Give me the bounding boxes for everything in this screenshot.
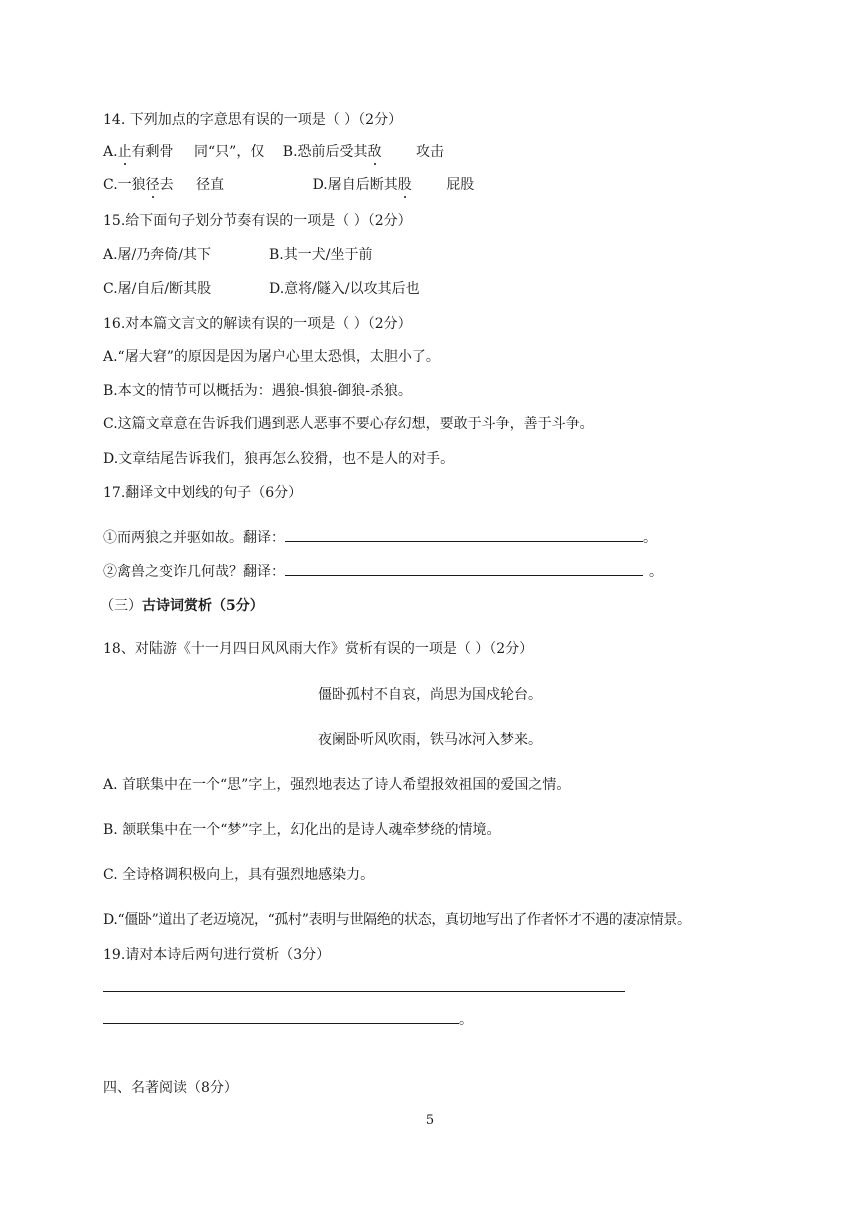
q14-option-a-prefix: A.	[103, 144, 118, 160]
q18-option-c: C. 全诗格调积极向上，具有强烈地感染力。	[103, 867, 375, 883]
section-3-heading	[100, 597, 264, 615]
q17-item-1	[103, 528, 657, 547]
q16-option-c: C.这篇文章意在告诉我们遇到恶人恶事不要心存幻想，要敢于斗争，善于斗争。	[103, 416, 594, 432]
q16-option-d: D.文章结尾告诉我们，狼再怎么狡猾，也不是人的对手。	[103, 451, 455, 467]
q17-item-1-text: ①而两狼之并驱如故。翻译：	[103, 530, 285, 546]
q15-option-a: A.屠/乃奔倚/其下	[103, 247, 211, 263]
q19-stem: 19.请对本诗后两句进行赏析（3分）	[103, 947, 331, 963]
q17-stem: 17.翻译文中划线的句子（6分）	[103, 485, 303, 501]
poem-line-2: 夜阑卧听风吹雨，铁马冰河入梦来。	[318, 732, 542, 748]
q15-option-c: C.屠/自后/断其股	[103, 281, 212, 297]
q17-item-1-end: 。	[643, 530, 657, 546]
q14-option-b-prefix: B.恐前后受其	[282, 144, 368, 160]
q15-option-d: D.意将/隧入/以攻其后也	[269, 281, 420, 297]
q19-answer-line-2	[103, 1010, 473, 1029]
q17-item-2	[103, 562, 663, 581]
q15-option-b: B.其一犬/坐于前	[269, 247, 373, 263]
page-number: 5	[425, 1113, 435, 1128]
q14-option-c-prefix: C.一狼	[103, 177, 146, 193]
q14-stem: 14. 下列加点的字意思有误的一项是（ ）（2分）	[103, 112, 403, 128]
section-4-heading: 四、名著阅读（8分）	[103, 1080, 238, 1096]
q17-item-2-end: 。	[649, 564, 663, 580]
q14-options-cd	[103, 176, 474, 194]
q15-options-cd	[103, 280, 420, 298]
q14-option-c-text: 去	[159, 177, 174, 193]
section-3-title: 古诗词赏析（5分）	[142, 598, 264, 614]
q14-option-c-gloss: 径直	[196, 177, 225, 193]
q14-option-c-dotted-char: 径	[145, 177, 160, 193]
q14-option-a-text: 有剩骨	[131, 144, 174, 160]
poem-line-1: 僵卧孤村不自哀，尚思为国戍轮台。	[318, 687, 542, 703]
q16-option-b: B.本文的情节可以概括为：遇狼-惧狼-御狼-杀狼。	[103, 383, 412, 399]
q17-answer-blank-1[interactable]	[285, 528, 643, 542]
q14-options-ab	[103, 143, 444, 161]
q19-answer-line-1[interactable]	[103, 991, 625, 992]
q14-option-d-prefix: D.屠自后断其	[312, 177, 398, 193]
q17-answer-blank-2[interactable]	[285, 562, 643, 576]
q15-stem: 15.给下面句子划分节奏有误的一项是（ ）（2分）	[103, 213, 412, 229]
q18-option-d: D.“僵卧”道出了老迈境况，“孤村”表明与世隔绝的状态，真切地写出了作者怀才不遇的凄凉情景。	[103, 912, 691, 928]
q14-option-a-dotted-char: 止	[117, 144, 132, 160]
q14-option-d-dotted-char: 股	[397, 177, 412, 193]
q19-answer-blank-2[interactable]	[103, 1010, 459, 1024]
q19-end: 。	[459, 1012, 473, 1028]
q17-item-2-text: ②禽兽之变诈几何哉？翻译：	[103, 564, 285, 580]
section-3-prefix: （三）	[100, 598, 142, 614]
q14-option-d-gloss: 屁股	[446, 177, 475, 193]
q14-option-a-gloss: 同“只”，仅	[194, 144, 265, 160]
q15-options-ab	[103, 246, 372, 264]
q16-option-a: A.“屠大窘”的原因是因为屠户心里太恐惧，太胆小了。	[103, 349, 440, 365]
q18-option-b: B. 颔联集中在一个“梦”字上，幻化出的是诗人魂牵梦绕的情境。	[103, 822, 501, 838]
q14-option-b-dotted-char: 敌	[367, 144, 382, 160]
q14-option-b-gloss: 攻击	[416, 144, 444, 160]
q18-option-a: A. 首联集中在一个“思”字上，强烈地表达了诗人希望报效祖国的爱国之情。	[103, 777, 571, 793]
q16-stem: 16.对本篇文言文的解读有误的一项是（ ）（2分）	[103, 316, 412, 332]
q18-stem: 18、对陆游《十一月四日风风雨大作》赏析有误的一项是（ ）（2分）	[103, 641, 534, 657]
